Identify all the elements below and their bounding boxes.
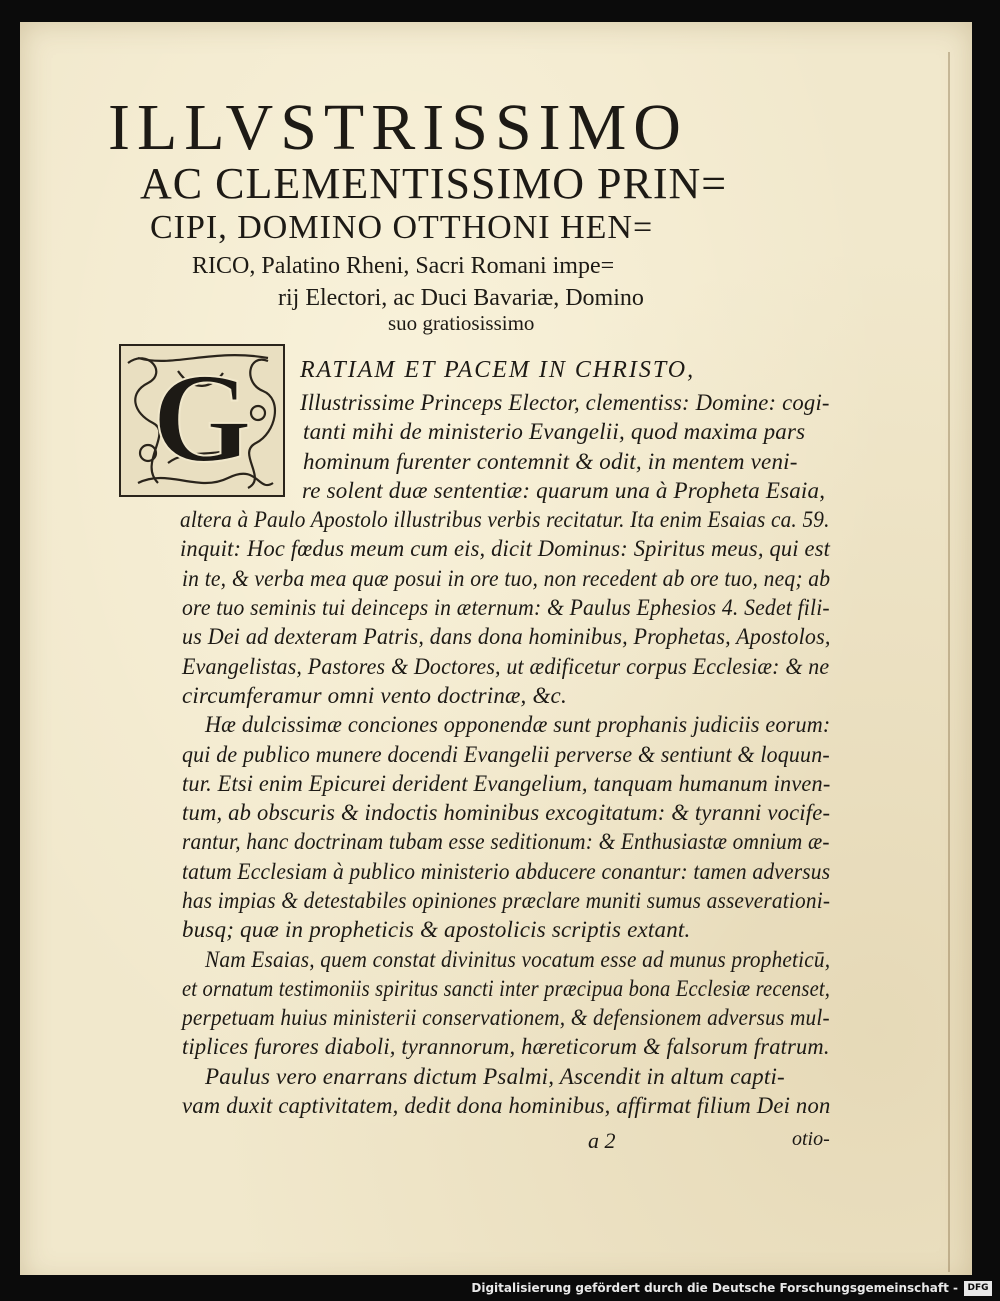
decorated-initial-icon xyxy=(118,343,286,498)
text-line: altera à Paulo Apostolo illustribus verbis recitatur. Ita enim Esaias ca. 59. xyxy=(180,507,830,532)
text-line: Evangelistas, Pastores & Doctores, ut ædificetur corpus Ecclesiæ: & ne xyxy=(182,654,830,679)
heading-line-4: RICO, Palatino Rheni, Sacri Romani impe= xyxy=(192,253,615,279)
text-line: Nam Esaias, quem constat divinitus vocatum esse ad munus propheticū, xyxy=(205,947,831,972)
signature-mark: a 2 xyxy=(588,1128,616,1153)
text-line: qui de publico munere docendi Evangelii perverse & sentiunt & loquun- xyxy=(182,742,830,767)
text-line: vam duxit captivitatem, dedit dona hominibus, affirmat filium Dei non xyxy=(182,1093,831,1118)
heading-line-1: ILLVSTRISSIMO xyxy=(108,91,688,164)
catchword: otio- xyxy=(792,1128,830,1150)
text-line: tum, ab obscuris & indoctis hominibus excogitatum: & tyranni vocife- xyxy=(182,800,831,825)
text-line: us Dei ad dexteram Patris, dans dona hominibus, Prophetas, Apostolos, xyxy=(182,624,831,649)
text-line: Paulus vero enarrans dictum Psalmi, Ascendit in altum capti- xyxy=(205,1064,785,1089)
text-line: tatum Ecclesiam à publico ministerio abducere conantur: tamen adversus xyxy=(182,859,831,884)
text-line: hominum furenter contemnit & odit, in mentem veni- xyxy=(303,449,798,474)
text-line: rantur, hanc doctrinam tubam esse seditionum: & Enthusiastæ omnium æ- xyxy=(182,829,830,854)
page-edge xyxy=(948,52,950,1272)
text-line: tur. Etsi enim Epicurei derident Evangelium, tanquam humanum inven- xyxy=(182,771,831,796)
heading-line-5: rij Electori, ac Duci Bavariæ, Domino xyxy=(278,285,644,311)
text-line: in te, & verba mea quæ posui in ore tuo, non recedent ab ore tuo, neq; ab xyxy=(182,566,831,591)
footer-credit: Digitalisierung gefördert durch die Deutsche Forschungsgemeinschaft - xyxy=(471,1281,958,1295)
text-line: Hæ dulcissimæ conciones opponendæ sunt prophanis judiciis eorum: xyxy=(205,712,831,737)
text-line: perpetuam huius ministerii conservationem, & defensionem adversus mul- xyxy=(182,1005,830,1030)
text-line: busq; quæ in propheticis & apostolicis scriptis extant. xyxy=(182,917,691,942)
text-line: et ornatum testimoniis spiritus sancti inter præcipua bona Ecclesiæ recenset, xyxy=(182,976,831,1001)
text-line: tiplices furores diaboli, tyrannorum, hæreticorum & falsorum fratrum. xyxy=(182,1034,830,1059)
text-line: tanti mihi de ministerio Evangelii, quod maxima pars xyxy=(303,419,806,444)
footer-bar xyxy=(0,1275,1000,1301)
text-line: circumferamur omni vento doctrinæ, &c. xyxy=(182,683,567,708)
initial-letter: G xyxy=(152,347,252,489)
text-line: Illustrissime Princeps Elector, clementiss: Domine: cogi- xyxy=(300,390,830,415)
heading-line-6: suo gratiosissimo xyxy=(388,311,535,335)
text-line: re solent duæ sententiæ: quarum una à Propheta Esaia, xyxy=(302,478,826,503)
heading-line-2: AC CLEMENTISSIMO PRIN= xyxy=(140,159,728,208)
text-line: ore tuo seminis tui deinceps in æternum: & Paulus Ephesios 4. Sedet fili- xyxy=(182,595,830,620)
dfg-logo-icon: DFG xyxy=(964,1281,992,1296)
text-line: RATIAM ET PACEM IN CHRISTO, xyxy=(300,357,696,383)
text-line: inquit: Hoc fœdus meum cum eis, dicit Dominus: Spiritus meus, qui est xyxy=(180,536,831,561)
text-line: has impias & detestabiles opiniones præclare muniti sumus asseverationi- xyxy=(182,888,831,913)
heading-line-3: CIPI, DOMINO OTTHONI HEN= xyxy=(150,209,654,246)
